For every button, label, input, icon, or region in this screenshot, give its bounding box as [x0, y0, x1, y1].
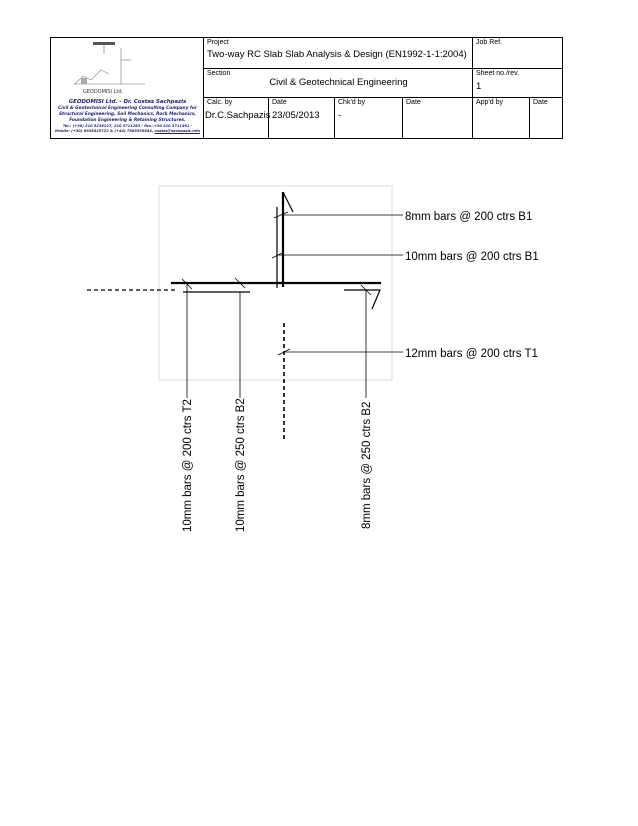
label-10mm-b1: 10mm bars @ 200 ctrs B1 — [405, 251, 539, 263]
company-line-1: Civil & Geotechnical Engineering Consulting Company for — [58, 106, 197, 111]
horizontal-bar-right-hook — [344, 290, 380, 309]
checked-by-value: - — [338, 110, 342, 121]
label-8mm-b1: 8mm bars @ 200 ctrs B1 — [405, 211, 533, 223]
company-line-3: Foundation Engineering & Retaining Structures. — [69, 118, 186, 123]
date-value-1: 23/05/2013 — [272, 110, 320, 121]
calc-by-label: Calc. by — [207, 99, 233, 106]
company-line-4: Tel.: (+30) 210 5238127, 210 5711263 - Fax.:+30 210 5711461 - — [62, 124, 193, 128]
section-value: Civil & Geotechnical Engineering — [269, 77, 408, 88]
section-label: Section — [207, 70, 231, 77]
checked-by-label: Chk'd by — [338, 99, 366, 106]
sheet-value: 1 — [476, 81, 482, 92]
project-value: Two-way RC Slab Slab Analysis & Design (EN1992-1-1:2004) — [207, 49, 467, 60]
project-label: Project — [207, 39, 229, 46]
sheet-label: Sheet no./rev. — [476, 70, 520, 77]
date-label-1: Date — [272, 99, 287, 106]
bar-hook-top — [283, 192, 293, 212]
label-12mm-t1: 12mm bars @ 200 ctrs T1 — [405, 348, 538, 360]
company-name: GEODOMISI Ltd. - Dr. Costas Sachpazis — [68, 99, 187, 105]
label-8mm-b2: 8mm bars @ 250 ctrs B2 — [361, 401, 373, 529]
job-ref-label: Job Ref. — [476, 39, 503, 46]
company-line-2: Structural Engineering, Soil Mechanics, Rock Mechanics, — [58, 112, 197, 117]
date-label-3: Date — [533, 99, 548, 106]
label-10mm-b2: 10mm bars @ 250 ctrs B2 — [235, 398, 247, 532]
email-link[interactable]: costas@sachpazis.info — [154, 129, 201, 134]
mobile-text: Mobile: (+30) 6936425722 & (+44) 7585939944, — [54, 129, 154, 134]
calc-by-value: Dr.C.Sachpazis — [205, 110, 271, 121]
date-label-2: Date — [406, 99, 421, 106]
label-10mm-t2: 10mm bars @ 200 ctrs T2 — [182, 399, 194, 532]
logo-text: GEODOMISI Ltd. — [82, 89, 124, 95]
approved-by-label: App'd by — [476, 99, 504, 106]
